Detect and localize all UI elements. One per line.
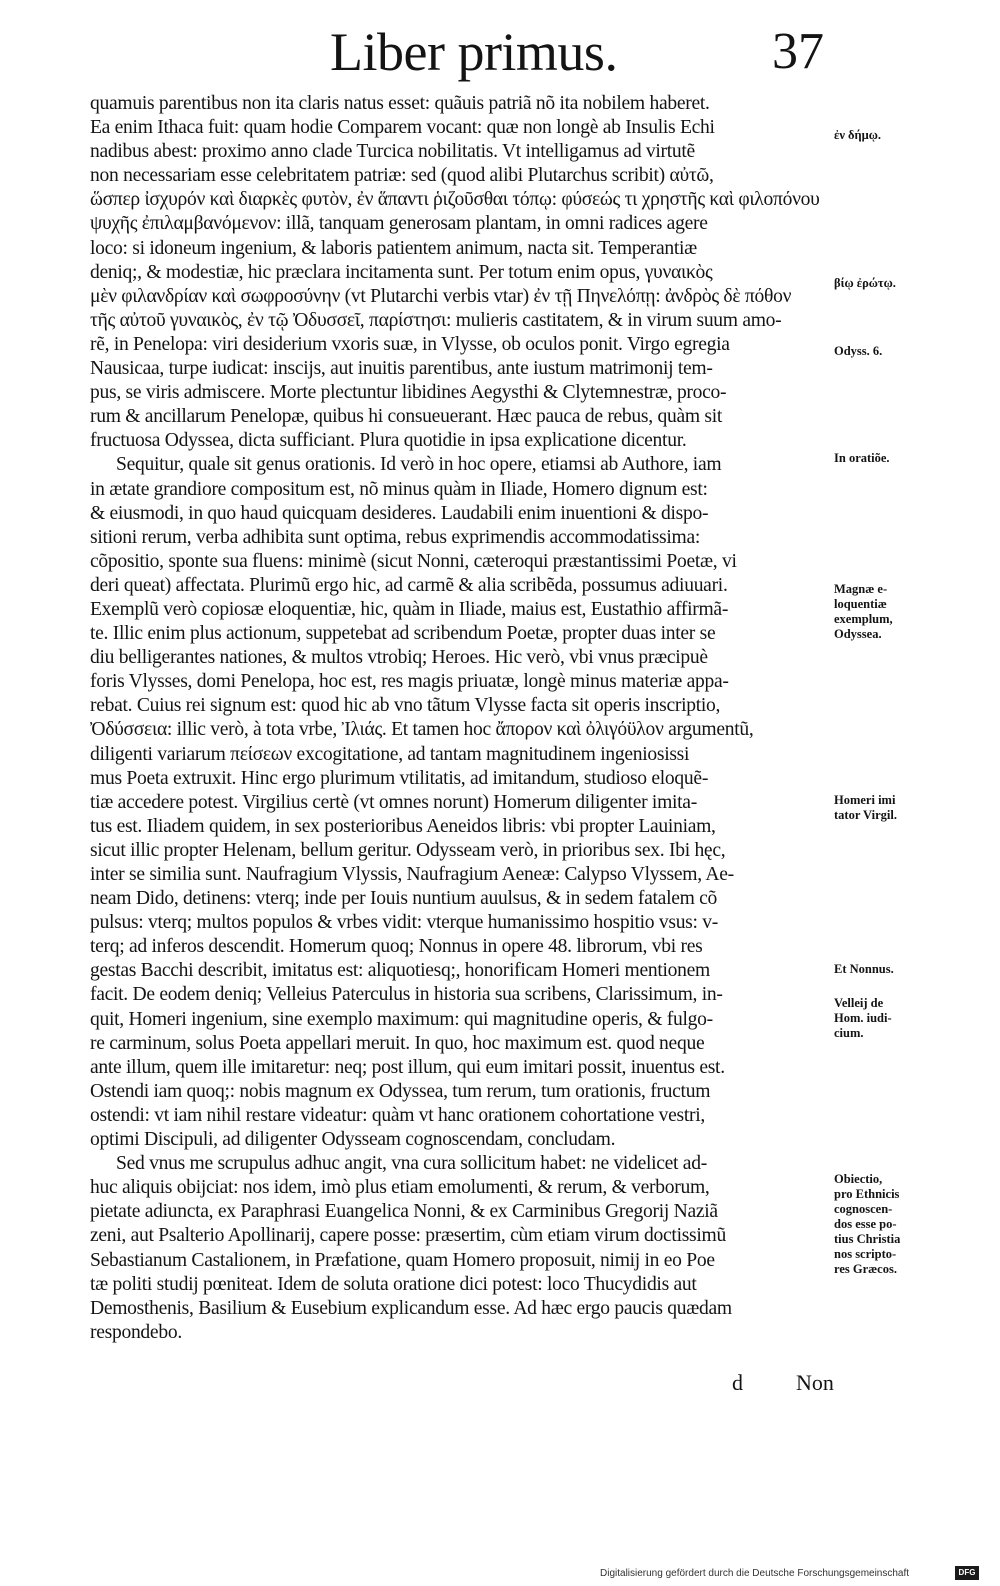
text-line: inter se similia sunt. Naufragium Vlyssis, Naufragium Aeneæ: Calypso Vlyssem, Ae- xyxy=(90,864,734,885)
marginal-note: ἐν δήμῳ. xyxy=(834,128,881,142)
text-line: deniq;, & modestiæ, hic præclara incitamenta sunt. Per totum enim opus, γυναικὸς xyxy=(90,261,713,283)
signature-mark: d xyxy=(732,1370,743,1395)
text-line: Sequitur, quale sit genus orationis. Id verò in hoc opere, etiamsi ab Authore, iam xyxy=(116,454,722,476)
marginal-note: Obiectio, pro Ethnicis cognoscen- dos esse po- tius Christia nos scripto- res Græcos. xyxy=(834,1172,901,1276)
text-line: rebat. Cuius rei signum est: quod hic ab vno tãtum Vlysse facta sit operis inscriptio, xyxy=(90,695,721,717)
text-line: Sed vnus me scrupulus adhuc angit, vna cura sollicitum habet: ne videlicet ad- xyxy=(116,1153,707,1175)
text-line: diu belligerantes nationes, & multos vtrobiq; Heroes. Hic verò, vbi vnus præcipuè xyxy=(90,647,708,669)
text-line: nadibus abest: proximo anno clade Turcica nobilitatis. Vt intelligamus ad virtutẽ xyxy=(90,141,695,163)
text-line: Ostendi iam quoq;: nobis magnum ex Odyssea, tum rerum, tum orationis, fructum xyxy=(90,1080,711,1102)
text-line: ante illum, quem ille imitaretur: neq; post illum, qui eum imitari possit, inuentus est. xyxy=(90,1056,725,1078)
text-line: terq; ad inferos descendit. Homerum quoq; Nonnus in opere 48. librorum, vbi res xyxy=(90,936,703,958)
text-line: tus est. Iliadem quidem, in sex posterioribus Aeneidos libris: vbi propter Lauiniam, xyxy=(90,815,716,837)
text-line: diligenti variarum πείσεων excogitatione, ad tantam magnitudinem ingeniosissi xyxy=(90,743,690,765)
dfg-logo: DFG xyxy=(955,1566,979,1580)
marginal-note: βίῳ ἐρώτῳ. xyxy=(834,276,896,290)
marginal-note: Homeri imi tator Virgil. xyxy=(834,793,897,822)
running-title: Liber primus. xyxy=(330,22,618,82)
text-line: Ea enim Ithaca fuit: quam hodie Comparem vocant: quæ non longè ab Insulis Echi xyxy=(90,117,715,139)
text-line: tæ politi studij pœniteat. Idem de soluta oratione dici potest: loco Thucydidis aut xyxy=(90,1273,697,1295)
text-line: non necessariam esse celebritatem patriæ: sed (quod alibi Plutarchus scribit) αὐτῶ, xyxy=(90,165,714,187)
marginal-note: Odyss. 6. xyxy=(834,344,883,358)
marginal-note: In oratiõe. xyxy=(834,451,890,465)
text-line: τῆς αὐτοῦ γυναικὸς, ἐν τῷ Ὀδυσσεῖ, παρίστησι: mulieris castitatem, & in virum suum amo- xyxy=(90,309,782,331)
text-line: μὲν φιλανδρίαν καὶ σωφροσύνην (vt Plutarchi verbis vtar) ἐν τῇ Πηνελόπῃ: ἀνδρὸς δὲ πόθον xyxy=(90,285,792,307)
marginal-note: Magnæ e- loquentiæ exemplum, Odyssea. xyxy=(834,582,893,641)
marginal-note: Et Nonnus. xyxy=(834,962,894,976)
text-line: Ὀδύσσεια: illic verò, à tota vrbe, Ἰλιάς. Et tamen hoc ἄπορον καὶ ὀλιγόϋλον argumentũ, xyxy=(90,719,754,741)
marginal-note: Velleij de Hom. iudi- cium. xyxy=(834,996,892,1040)
text-line: te. Illic enim plus actionum, suppetebat ad scribendum Poetæ, propter duas inter se xyxy=(90,623,716,645)
text-line: loco: si idoneum ingenium, & laboris patientem animum, nacta sit. Temperantiæ xyxy=(90,237,697,259)
text-line: quit, Homeri ingenium, sine exemplo maximum: qui magnitudine operis, & fulgo- xyxy=(90,1008,713,1030)
text-line: & eiusmodi, in quo haud quicquam desideres. Laudabili enim inuentioni & dispo- xyxy=(90,502,709,524)
text-line: sicut illic propter Helenam, bellum geritur. Odysseam verò, in prioribus sex. Ibi hęc, xyxy=(90,839,726,861)
text-line: ostendi: vt iam nihil restare videatur: quàm vt hanc orationem cohortatione vestri, xyxy=(90,1104,705,1126)
digitization-credit: Digitalisierung gefördert durch die Deutsche Forschungsgemeinschaft xyxy=(600,1568,910,1579)
text-line: ὥσπερ ἰσχυρόν καὶ διαρκὲς φυτὸν, ἐν ἅπαντι ῥιζοῦσθαι τόπῳ: φύσεώς τι χρηστῆς καὶ φιλοπόνου xyxy=(90,189,820,211)
text-line: rẽ, in Penelopa: viri desiderium vxoris suæ, in Vlysse, ob oculos ponit. Virgo egregia xyxy=(90,333,730,355)
text-line: Demosthenis, Basilium & Eusebium explicandum esse. Ad hæc ergo paucis quædam xyxy=(90,1297,732,1319)
text-line: deri queat) affectata. Plurimũ ergo hic, ad carmẽ & alia scribẽda, possumus adiuuari. xyxy=(90,574,728,596)
text-line: pus, se viris admiscere. Morte plectuntur libidines Aegysthi & Clytemnestræ, proco- xyxy=(90,382,727,404)
text-line: zeni, aut Psalterio Apollinarij, capere posse: præsertim, cùm etiam virum doctissimũ xyxy=(90,1225,726,1247)
catchword: Non xyxy=(796,1370,834,1395)
text-line: respondebo. xyxy=(90,1321,182,1343)
text-line: foris Vlysses, domi Penelopa, hoc est, res magis priuatæ, longè minus materiæ appa- xyxy=(90,671,729,693)
text-line: Exemplũ verò copiosæ eloquentiæ, hic, quàm in Iliade, maius est, Eustathio affirmã- xyxy=(90,598,729,620)
text-line: in ætate grandiore compositum est, nõ minus quàm in Iliade, Homero dignum est: xyxy=(90,478,708,500)
text-line: tiæ accedere potest. Virgilius certè (vt omnes norunt) Homerum diligenter imita- xyxy=(90,791,697,813)
text-line: huc aliquis obijciat: nos idem, imò plus etiam emolumenti, & rerum, & verborum, xyxy=(90,1177,710,1199)
page-number: 37 xyxy=(772,23,824,80)
text-line: fructuosa Odyssea, dicta sufficiant. Plura quotidie in ipsa explicatione dicentur. xyxy=(90,430,687,452)
text-line: ψυχῆς ἐπιλαμβανόμενον: illã, tanquam generosam plantam, in omni radices agere xyxy=(90,213,708,235)
text-line: pulsus: vterq; multos populos & vrbes vidit: vterque humanissimo hospitio vsus: v- xyxy=(90,912,718,934)
body-text xyxy=(90,92,830,1345)
text-line: sitioni rerum, verba adhibita sunt optima, rebus exprimendis accommodatissima: xyxy=(90,526,700,548)
text-line: facit. De eodem deniq; Velleius Paterculus in historia sua scribens, Clarissimum, in- xyxy=(90,984,723,1006)
text-line: quamuis parentibus non ita claris natus esset: quãuis patriã nõ ita nobilem haberet. xyxy=(90,93,710,114)
text-line: Nausicaa, turpe iudicat: inscijs, aut inuitis parentibus, ante iustum matrimonij tem- xyxy=(90,358,713,380)
text-line: gestas Bacchi describit, imitatus est: aliquotiesq;, honorificam Homeri mentionem xyxy=(90,960,710,982)
text-line: pietate adiuncta, ex Paraphrasi Euangelica Nonni, & ex Carminibus Gregorij Naziã xyxy=(90,1201,718,1223)
text-line: mus Poeta extruxit. Hinc ergo plurimum vtilitatis, ad imitandum, studioso eloquẽ- xyxy=(90,767,709,789)
text-line: rum & ancillarum Penelopæ, quibus hi consueuerant. Hæc pauca de rebus, quàm sit xyxy=(90,406,722,428)
text-line: neam Dido, detinens: vterq; inde per Iouis nuntium auulsus, & in sedem fatalem cõ xyxy=(90,888,718,910)
text-line: optimi Discipuli, ad diligenter Odysseam cognoscendam, concludam. xyxy=(90,1129,616,1151)
text-line: re carminum, solus Poeta appellari meruit. In quo, hoc maximum est. quod neque xyxy=(90,1032,705,1054)
text-line: cõpositio, sponte sua fluens: minimè (sicut Nonni, cæteroqui præstantissimi Poetæ, vi xyxy=(90,550,737,572)
text-line: Sebastianum Castalionem, in Præfatione, quam Homero proposuit, nimij in eo Poe xyxy=(90,1249,715,1271)
